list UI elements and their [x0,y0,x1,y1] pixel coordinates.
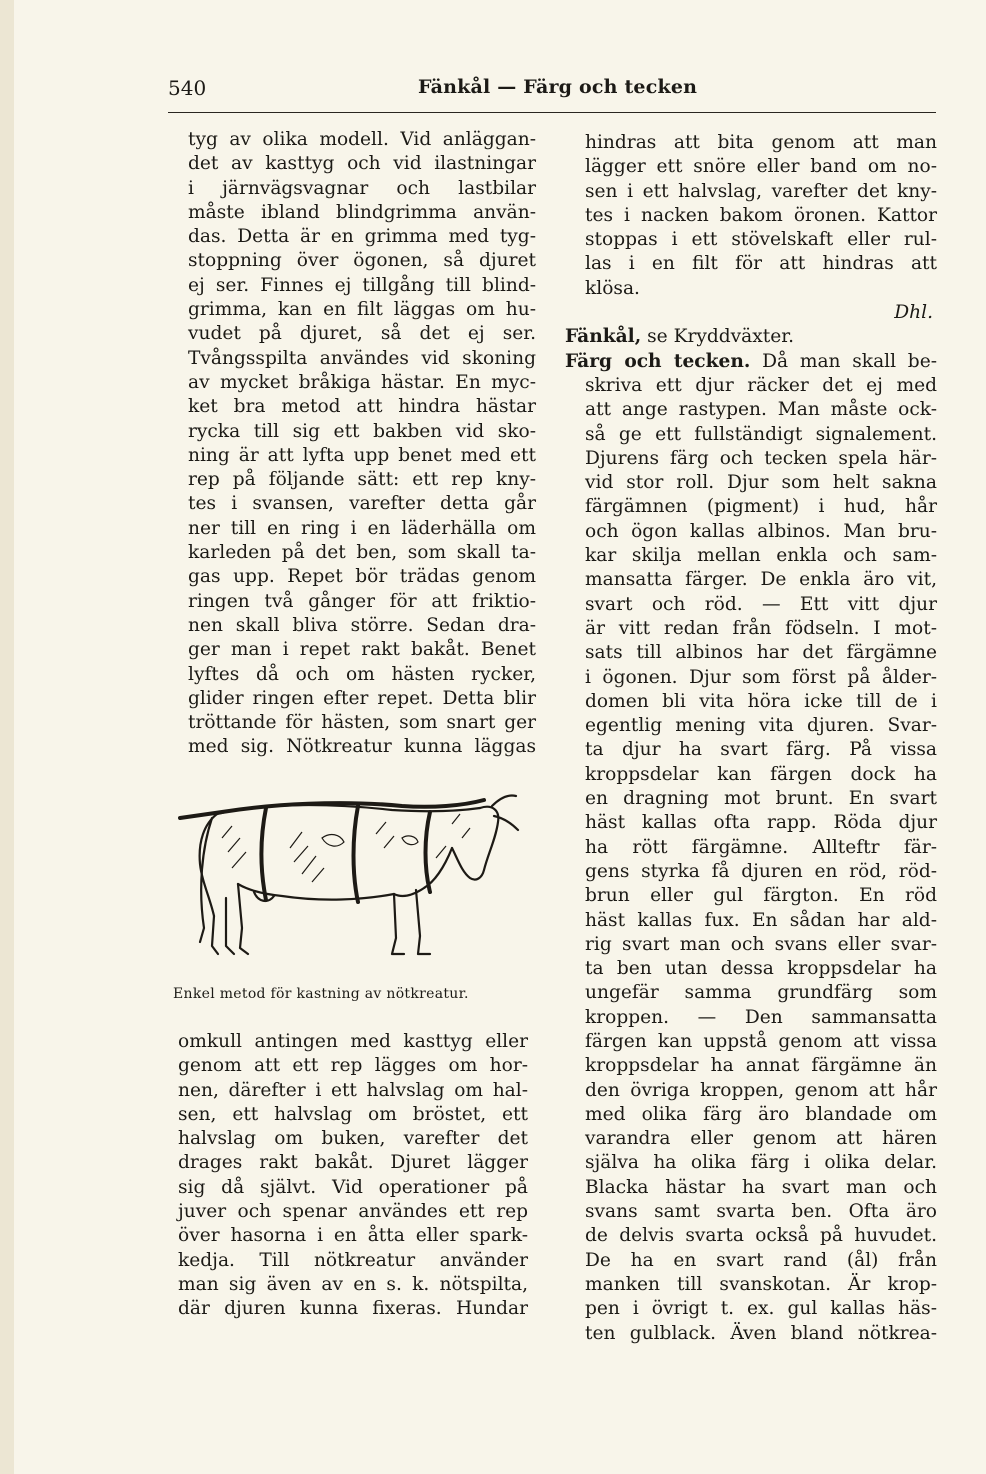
cow-neck-underline [394,848,452,896]
text-line: vid stor roll. Djur som helt sakna [585,472,937,494]
text-line: sig då självt. Vid operationer på [178,1176,528,1198]
text-line: svans samt svarta ben. Ofta äro [585,1201,937,1223]
text-line: kroppen. — Den sammansatta [585,1006,937,1028]
text-line: så ge ett fullständigt signalement. [585,423,937,445]
text-line: ger man i repet rakt bakåt. Benet [188,639,536,661]
text-line: kar skilja mellan enkla och sam- [585,545,937,567]
entry-text: Då man skall be- [750,350,937,372]
left-column-top [188,128,536,760]
text-line: brun eller gul färgton. En röd [585,885,937,907]
text-line: där djuren kunna fixeras. Hundar [178,1298,528,1320]
text-line: kroppsdelar kan färgen dock ha [585,763,937,785]
entry-farg-och-tecken [565,350,937,374]
rope-halfhitch-chest [354,806,359,902]
text-line: varandra eller genom att hären [585,1128,937,1150]
cow-spots [322,835,418,847]
text-line: färgen kan uppstå genom att vissa [585,1030,937,1052]
text-line: juver och spenar användes ett rep [178,1201,528,1223]
text-line: pen i övrigt t. ex. gul kallas häs- [585,1298,937,1320]
text-line: är vitt redan från födseln. I mot- [585,617,937,639]
text-line: skriva ett djur räcker det ej med [585,374,937,396]
entry-headword: Fänkål, [565,326,642,348]
text-line: omkull antingen med kasttyg eller [178,1031,528,1052]
text-line: ta ben utan dessa kroppsdelar ha [585,958,937,980]
text-line: gas upp. Repet bör trädas genom [188,566,536,588]
left-column-bottom [178,1030,528,1322]
text-line: tes i svansen, varefter detta går [188,493,536,515]
text-line: grimma, kan en filt läggas om hu- [188,299,536,321]
text-line: tes i nacken bakom öronen. Kattor [585,204,937,226]
text-line: kedja. Till nötkreatur använder [178,1249,528,1271]
text-line: ta djur ha svart färg. På vissa [585,739,937,761]
text-line: rep på följande sätt: ett rep kny- [188,469,536,491]
text-line: genom att ett rep lägges om hor- [178,1055,528,1077]
text-line: svart och röd. — Ett vitt djur [585,593,937,615]
text-line: med olika färg äro blandade om [585,1103,937,1125]
cow-illustration [162,778,532,974]
author-signature: Dhl. [894,302,933,324]
text-line: domen bli vita höra icke till de i [585,690,937,712]
text-line: den övriga kroppen, genom att hår [585,1079,937,1101]
text-line: ej ser. Finnes ej tillgång till blind- [188,274,536,296]
text-line: de delvis svarta också på huvudet. [585,1225,937,1247]
right-column [565,131,937,1346]
text-line: De ha en svart rand (ål) från [585,1249,937,1271]
text-line: glider ringen efter repet. Detta blir [188,687,536,709]
text-line: sen i ett halvslag, varefter det kny- [585,180,937,202]
cow-front-leg [392,890,430,954]
text-line: gens styrka få djuren en röd, röd- [585,860,937,882]
cow-hind-leg [212,898,234,954]
text-line: sats till albinos har det färgämne [585,642,937,664]
text-line: kroppsdelar ha annat färgämne än [585,1055,937,1077]
text-line: karleden på det ben, som skall ta- [188,542,536,564]
text-line: ringen två gånger för att friktio- [188,590,536,612]
text-line: ket bra metod att hindra hästar [188,396,536,418]
text-line: nen, därefter i ett halvslag om hal- [178,1079,528,1101]
text-line: drages rakt bakåt. Djuret lägger [178,1152,528,1174]
text-line: över hasorna i en åtta eller spark- [178,1225,528,1247]
text-line: i järnvägsvagnar och lastbilar [188,177,536,199]
text-line: själva ha olika färg i olika delar. [585,1152,937,1174]
text-line: manken till svanskotan. Är krop- [585,1273,937,1295]
text-line: lyftes då och om hästen rycker, [188,663,536,685]
rope-main [180,800,484,818]
rope-halfhitch-belly [262,808,267,900]
text-line: måste ibland blindgrimma använ- [188,201,536,223]
text-line: ten gulblack. Även bland nötkrea- [585,1322,937,1344]
text-line: lägger ett snöre eller band om no- [585,156,937,178]
text-line: färgämnen (pigment) i hud, hår [585,496,937,518]
text-line: ungefär samma grundfärg som [585,982,937,1004]
rope-halfhitch-neck [426,812,431,892]
text-line: tröttande för hästen, som snart ger [188,712,536,734]
page-edge [0,0,14,1474]
running-title: Fänkål — Färg och tecken [418,76,698,98]
text-line: att ange rastypen. Man måste ock- [585,399,937,421]
header-rule [168,112,936,113]
text-line: med sig. Nötkreatur kunna läggas [188,736,536,758]
entry-text: se Kryddväxter. [641,326,794,348]
text-line: ning är att lyfta upp benet med ett [188,444,536,466]
cow-head [452,807,498,880]
text-line: stoppas i ett stövelskaft eller rul- [585,229,937,251]
text-line: ner till en ring i en läderhälla om [188,517,536,539]
text-line: och ögon kallas albinos. Man bru- [585,520,937,542]
text-line: det av kasttyg och vid ilastningar [188,153,536,175]
cow-hind-leg-inner [238,884,248,954]
text-line: das. Detta är en grimma med tyg- [188,226,536,248]
entry-fankal [565,325,937,349]
text-line: man sig även av en s. k. nötspilta, [178,1273,528,1295]
entry-headword: Färg och tecken. [565,350,751,372]
cow-belly [238,884,394,900]
cow-shading [222,814,470,882]
text-line: nen skall bliva större. Sedan dra- [188,614,536,636]
text-line: av mycket bråkiga hästar. En myc- [188,371,536,393]
text-line: häst kallas ofta rapp. Röda djur [585,812,937,834]
text-line: vudet på djuret, så det ej ser. [188,323,536,345]
text-line: klösa. [585,277,640,299]
text-line: egentlig mening vita djuren. Svar- [585,715,937,737]
cow-horn [492,795,516,806]
figure-caption: Enkel metod för kastning av nötkreatur. [173,986,469,1002]
text-line: hindras att bita genom att man [585,132,937,153]
text-line: las i en filt för att hindras att [585,253,937,275]
text-line: sen, ett halvslag om bröstet, ett [178,1103,528,1125]
text-line: Djurens färg och tecken spela här- [585,447,937,469]
text-line: Blacka hästar ha svart man och [585,1176,937,1198]
text-line: mansatta färger. De enkla äro vit, [585,569,937,591]
text-line: rig svart man och svans eller svar- [585,933,937,955]
text-line: halvslag om buken, varefter det [178,1128,528,1150]
text-line: en dragning mot brunt. En svart [585,788,937,810]
text-line: stoppning över ögonen, så djuret [188,250,536,272]
text-line: i ögonen. Djur som först på ålder- [585,666,937,688]
page-number: 540 [168,76,207,100]
page-header [168,76,938,106]
text-line: tyg av olika modell. Vid anläggan- [188,129,536,150]
text-line: Tvångsspilta användes vid skoning [188,347,536,369]
text-line: rycka till sig ett bakben vid sko- [188,420,536,442]
text-line: ha rött färgämne. Allteftr fär- [585,836,937,858]
text-line: häst kallas fux. En sådan har ald- [585,909,937,931]
